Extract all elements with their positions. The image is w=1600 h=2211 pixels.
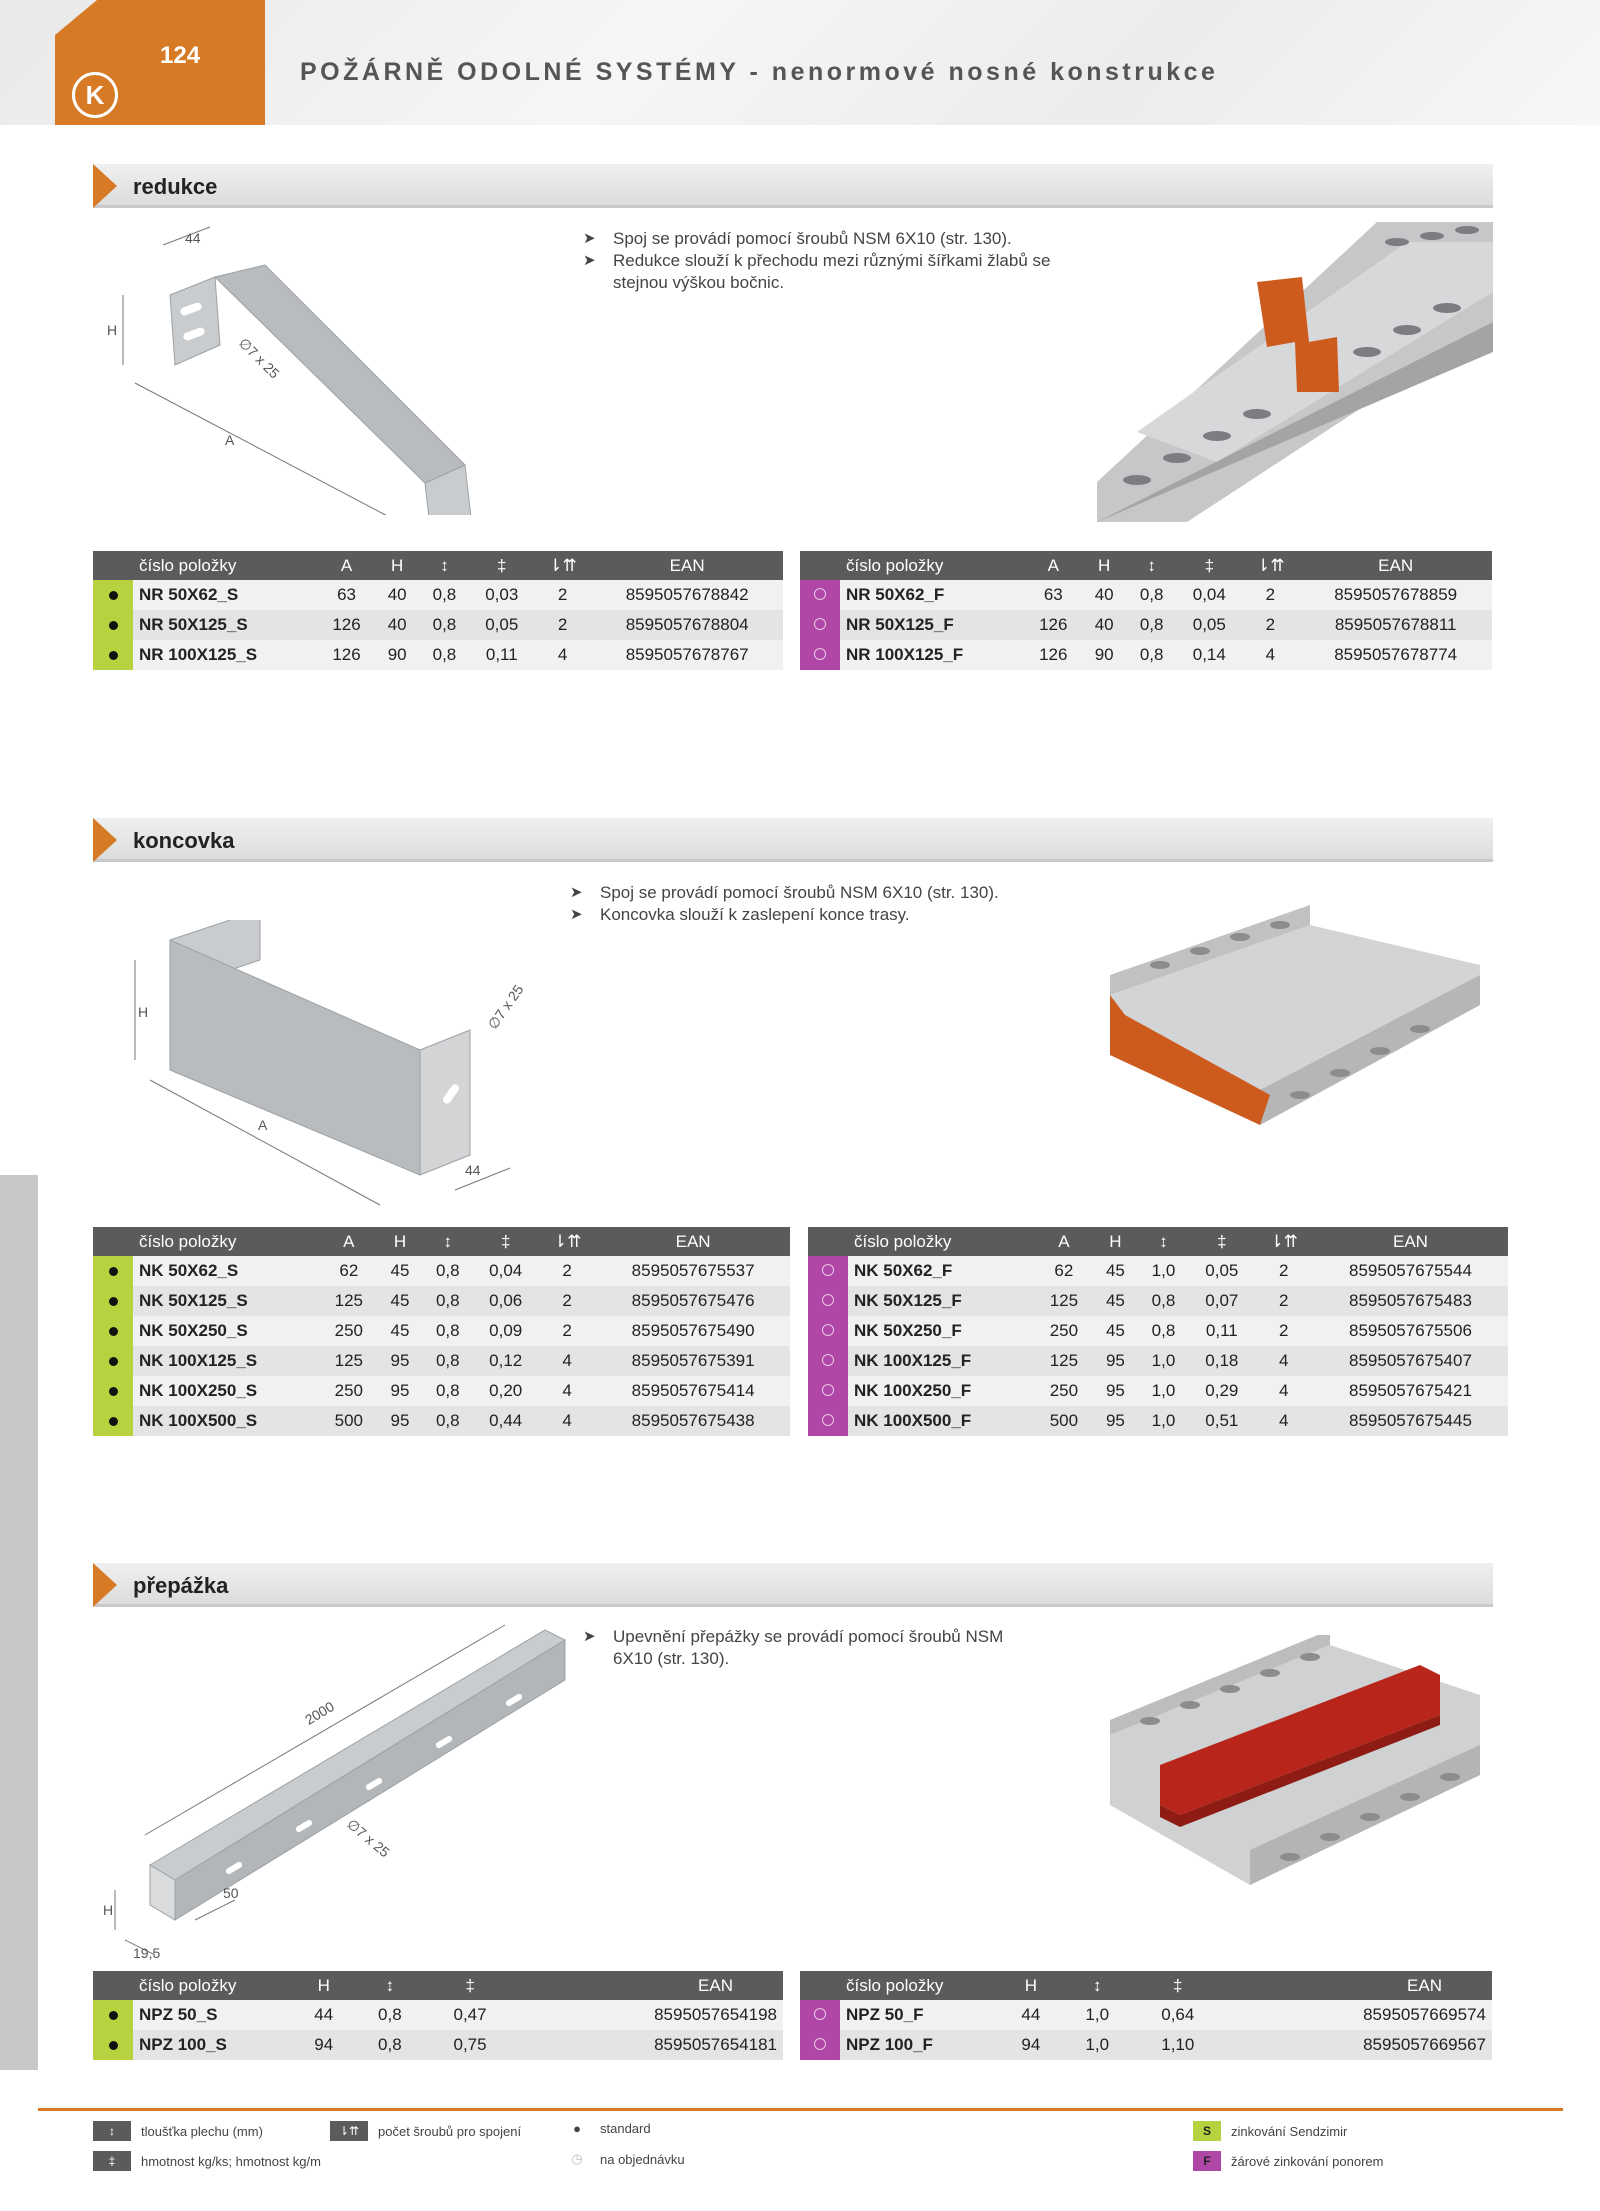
table-row: NR 50X62_S 63 40 0,8 0,03 2 8595057678842 (93, 580, 783, 610)
bullet-item (583, 250, 1103, 294)
standard-icon (93, 1376, 133, 1406)
footer-divider (38, 2108, 1563, 2111)
screws-icon: ⇂⇈ (330, 2121, 368, 2141)
dim-hole: ∅7 x 25 (235, 334, 283, 382)
weight-icon: ‡ (425, 1971, 515, 2000)
col-header: A (320, 1227, 378, 1256)
zinc-f-badge: F (1193, 2151, 1221, 2171)
redukce-photo (1097, 222, 1493, 522)
col-header: EAN (1223, 1971, 1492, 2000)
dim-width: 50 (223, 1885, 239, 1901)
standard-dot-icon: ● (573, 2121, 581, 2136)
legend-standard (562, 2121, 651, 2136)
col-header: číslo položky (840, 551, 1024, 580)
screws-icon: ⇂⇈ (1241, 551, 1299, 580)
col-header: EAN (1313, 1227, 1508, 1256)
bullet-text: Redukce slouží k přechodu mezi různými šířkami žlabů se stejnou výškou bočnic. (613, 251, 1051, 292)
koncovka-table-s (93, 1227, 790, 1436)
prepazka-drawing (95, 1620, 575, 1965)
col-header: H (1000, 1971, 1062, 2000)
dim-length: 2000 (301, 1698, 337, 1728)
on-order-icon (808, 1256, 848, 1286)
section-arrow-icon (93, 818, 117, 862)
dim-length: A (258, 1117, 268, 1133)
legend-text: standard (600, 2121, 651, 2136)
on-order-icon (808, 1406, 848, 1436)
koncovka-table-f (808, 1227, 1508, 1436)
on-order-icon (800, 2030, 840, 2060)
thickness-icon: ↕ (1062, 1971, 1133, 2000)
bullet-item (570, 904, 1090, 926)
dim-height: H (138, 1004, 149, 1020)
redukce-bullets (583, 228, 1103, 294)
table-row: NR 50X125_S 126 40 0,8 0,05 2 8595057678804 (93, 610, 783, 640)
weight-icon: ‡ (1133, 1971, 1223, 2000)
legend-text: hmotnost kg/ks; hmotnost kg/m (141, 2153, 321, 2169)
weight-icon: ‡ (1189, 1227, 1254, 1256)
table-row: NPZ 50_S 44 0,8 0,47 8595057654198 (93, 2000, 783, 2030)
table-row: NPZ 100_F 94 1,0 1,10 8595057669567 (800, 2030, 1492, 2060)
col-header: A (1024, 551, 1082, 580)
bullet-text: Spoj se provádí pomocí šroubů NSM 6X10 (str. 130). (600, 883, 999, 902)
bullet-arrow-icon: ➤ (583, 1628, 596, 1645)
thickness-icon: ↕ (419, 551, 470, 580)
legend-on-order (562, 2151, 685, 2167)
redukce-table-f (800, 551, 1492, 670)
prepazka-table-s (93, 1971, 783, 2060)
dim-base: 19,5 (133, 1945, 161, 1961)
bullet-item (583, 228, 1103, 250)
dim-hole: ∅7 x 25 (484, 981, 527, 1033)
standard-icon (93, 640, 133, 670)
dim-width: 44 (185, 230, 201, 246)
on-order-icon (800, 2000, 840, 2030)
logo-icon: K (72, 72, 118, 118)
col-header: EAN (515, 1971, 783, 2000)
redukce-drawing (95, 215, 565, 515)
table-row: NK 100X125_S 125 95 0,8 0,12 4 8595057675391 (93, 1346, 790, 1376)
page-number: 124 (160, 42, 201, 69)
table-row: NPZ 50_F 44 1,0 0,64 8595057669574 (800, 2000, 1492, 2030)
standard-icon (93, 1346, 133, 1376)
redukce-table-s (93, 551, 783, 670)
on-order-icon (808, 1286, 848, 1316)
table-row: NR 50X62_F 63 40 0,8 0,04 2 8595057678859 (800, 580, 1492, 610)
thickness-icon: ↕ (93, 2121, 131, 2141)
section-title: přepážka (133, 1573, 229, 1598)
on-order-icon (808, 1346, 848, 1376)
side-bar (0, 1175, 38, 2070)
thickness-icon: ↕ (354, 1971, 425, 2000)
col-header: číslo položky (840, 1971, 1000, 2000)
bullet-arrow-icon: ➤ (583, 252, 596, 269)
dim-hole: ∅7 x 25 (344, 1815, 393, 1861)
section-header-prepazka (93, 1563, 1493, 1607)
dim-height: H (103, 1902, 114, 1918)
table-row: NK 100X500_S 500 95 0,8 0,44 4 8595057675438 (93, 1406, 790, 1436)
col-header: H (378, 1227, 422, 1256)
standard-icon (93, 1286, 133, 1316)
koncovka-drawing (110, 920, 570, 1220)
bullet-text: Upevnění přepážky se provádí pomocí šroubů NSM 6X10 (str. 130). (613, 1627, 1004, 1668)
section-arrow-icon (93, 164, 117, 208)
screws-icon: ⇂⇈ (534, 551, 592, 580)
section-title: redukce (133, 174, 218, 199)
standard-icon (93, 1406, 133, 1436)
dim-width: 44 (465, 1162, 481, 1178)
screws-icon: ⇂⇈ (538, 1227, 596, 1256)
table-row: NK 100X125_F 125 95 1,0 0,18 4 8595057675407 (808, 1346, 1508, 1376)
legend-zinc-f (1193, 2151, 1383, 2171)
thickness-icon: ↕ (1138, 1227, 1190, 1256)
on-order-icon (800, 610, 840, 640)
table-row: NK 50X125_S 125 45 0,8 0,06 2 8595057675476 (93, 1286, 790, 1316)
standard-icon (93, 1256, 133, 1286)
legend-text: zinkování Sendzimir (1231, 2123, 1348, 2139)
prepazka-bullets (583, 1626, 1033, 1670)
on-order-icon (800, 640, 840, 670)
bullet-arrow-icon: ➤ (583, 230, 596, 247)
weight-icon: ‡ (473, 1227, 538, 1256)
table-row: NPZ 100_S 94 0,8 0,75 8595057654181 (93, 2030, 783, 2060)
col-header: EAN (1299, 551, 1492, 580)
legend-text: tloušťka plechu (mm) (141, 2123, 263, 2139)
col-header: číslo položky (133, 1971, 293, 2000)
prepazka-table-f (800, 1971, 1492, 2060)
col-header: H (1082, 551, 1126, 580)
screws-icon: ⇂⇈ (1254, 1227, 1313, 1256)
prepazka-photo (1100, 1635, 1490, 1890)
legend-thickness (93, 2121, 263, 2141)
table-row: NK 50X250_F 250 45 0,8 0,11 2 8595057675506 (808, 1316, 1508, 1346)
thickness-icon: ↕ (422, 1227, 473, 1256)
dim-length: A (225, 432, 235, 448)
table-row: NK 100X250_F 250 95 1,0 0,29 4 8595057675421 (808, 1376, 1508, 1406)
section-arrow-icon (93, 1563, 117, 1607)
col-header: H (1093, 1227, 1138, 1256)
koncovka-photo (1100, 905, 1490, 1145)
legend-text: počet šroubů pro spojení (378, 2123, 522, 2139)
col-header: H (375, 551, 419, 580)
bullet-item (570, 882, 1090, 904)
section-header-redukce (93, 164, 1493, 208)
legend-text: na objednávku (600, 2151, 685, 2167)
col-header: A (1035, 1227, 1093, 1256)
legend-screws (330, 2121, 521, 2141)
thickness-icon: ↕ (1126, 551, 1177, 580)
table-row: NK 50X62_S 62 45 0,8 0,04 2 8595057675537 (93, 1256, 790, 1286)
bullet-text: Spoj se provádí pomocí šroubů NSM 6X10 (str. 130). (613, 229, 1012, 248)
table-row: NR 100X125_F 126 90 0,8 0,14 4 8595057678774 (800, 640, 1492, 670)
col-header: EAN (596, 1227, 790, 1256)
col-header: EAN (591, 551, 783, 580)
legend-weight (93, 2151, 321, 2171)
col-header: číslo položky (848, 1227, 1035, 1256)
bullet-text: Koncovka slouží k zaslepení konce trasy. (600, 905, 910, 924)
on-order-icon (800, 580, 840, 610)
weight-icon: ‡ (1177, 551, 1241, 580)
table-row: NR 100X125_S 126 90 0,8 0,11 4 8595057678767 (93, 640, 783, 670)
dim-height: H (107, 322, 118, 338)
section-header-koncovka (93, 818, 1493, 862)
col-header: číslo položky (133, 551, 318, 580)
zinc-s-badge: S (1193, 2121, 1221, 2141)
table-row: NR 50X125_F 126 40 0,8 0,05 2 8595057678811 (800, 610, 1492, 640)
legend-text: žárové zinkování ponorem (1231, 2153, 1384, 2169)
table-row: NK 100X250_S 250 95 0,8 0,20 4 8595057675414 (93, 1376, 790, 1406)
page-title: POŽÁRNĚ ODOLNÉ SYSTÉMY - nenormové nosné konstrukce (300, 58, 1219, 86)
koncovka-bullets (570, 882, 1090, 926)
col-header: A (318, 551, 375, 580)
table-row: NK 50X62_F 62 45 1,0 0,05 2 8595057675544 (808, 1256, 1508, 1286)
table-row: NK 100X500_F 500 95 1,0 0,51 4 8595057675445 (808, 1406, 1508, 1436)
standard-icon (93, 610, 133, 640)
clock-icon: ◷ (571, 2151, 583, 2166)
standard-icon (93, 2000, 133, 2030)
bullet-arrow-icon: ➤ (570, 884, 583, 901)
standard-icon (93, 580, 133, 610)
standard-icon (93, 1316, 133, 1346)
table-row: NK 50X250_S 250 45 0,8 0,09 2 8595057675490 (93, 1316, 790, 1346)
on-order-icon (808, 1376, 848, 1406)
col-header: H (293, 1971, 354, 2000)
bullet-item (583, 1626, 1033, 1670)
weight-icon: ‡ (470, 551, 534, 580)
section-title: koncovka (133, 828, 235, 853)
on-order-icon (808, 1316, 848, 1346)
standard-icon (93, 2030, 133, 2060)
table-row: NK 50X125_F 125 45 0,8 0,07 2 8595057675483 (808, 1286, 1508, 1316)
bullet-arrow-icon: ➤ (570, 906, 583, 923)
weight-icon: ‡ (93, 2151, 131, 2171)
col-header: číslo položky (133, 1227, 320, 1256)
legend-zinc-s (1193, 2121, 1347, 2141)
